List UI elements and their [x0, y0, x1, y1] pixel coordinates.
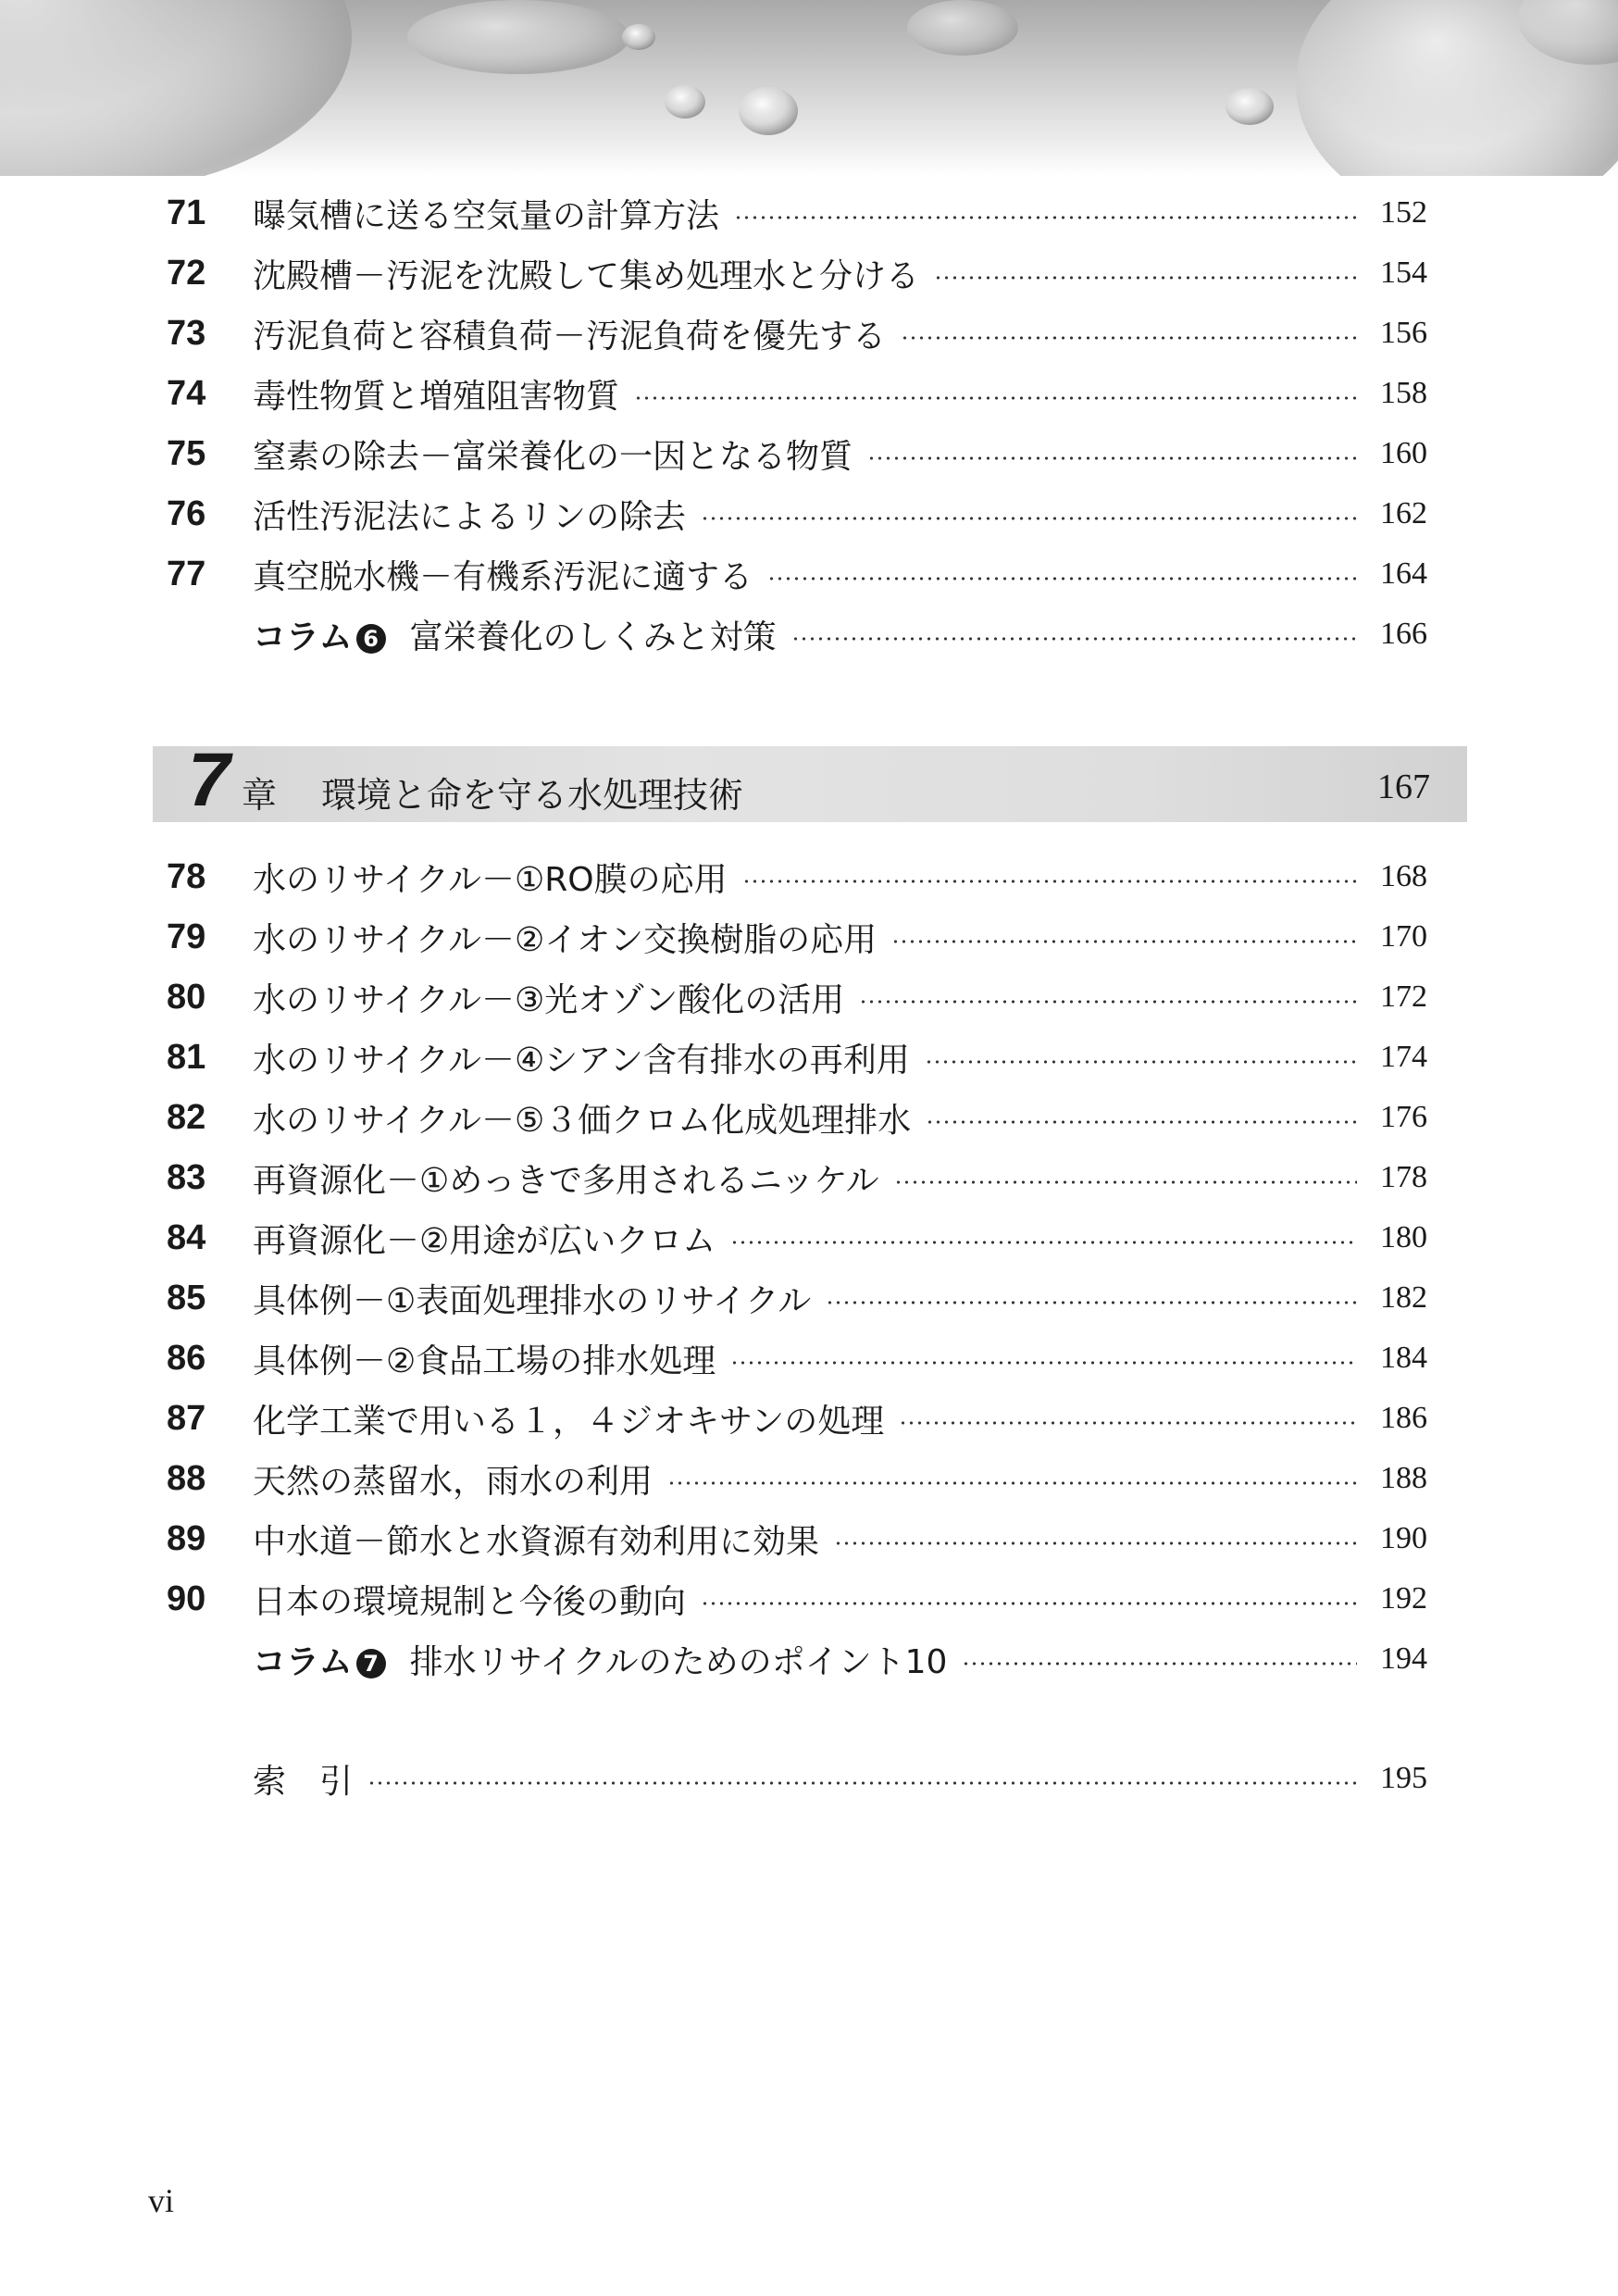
entry-title: 真空脱水機－有機系汚泥に適する — [253, 557, 753, 596]
toc-entry[interactable] — [167, 969, 1427, 1025]
entry-title: 汚泥負荷と容積負荷－汚泥負荷を優先する — [253, 317, 887, 356]
dot-leader — [701, 516, 1357, 521]
entry-title: 窒素の除去－富栄養化の一因となる物質 — [253, 437, 853, 476]
entry-title: 曝気槽に送る空気量の計算方法 — [253, 196, 720, 235]
page-folio: vi — [148, 2182, 175, 2219]
entry-page: 162 — [1380, 496, 1427, 530]
entry-title: 具体例－②食品工場の排水処理 — [253, 1341, 716, 1380]
entry-title: 沈殿槽－汚泥を沈殿して集め処理水と分ける — [253, 256, 920, 295]
toc-entry[interactable] — [167, 1270, 1427, 1326]
entry-page: 192 — [1380, 1581, 1427, 1616]
dot-leader — [899, 1420, 1357, 1426]
entry-title: 活性汚泥法によるリンの除去 — [253, 497, 687, 536]
entry-title: 中水道－節水と水資源有効利用に効果 — [253, 1522, 820, 1561]
dot-leader — [730, 1360, 1357, 1366]
entry-page: 190 — [1380, 1521, 1427, 1555]
entry-page: 184 — [1380, 1341, 1427, 1375]
toc-entry[interactable] — [167, 1029, 1427, 1085]
entry-page: 188 — [1380, 1461, 1427, 1495]
toc-entry[interactable] — [167, 185, 1427, 241]
entry-number: 86 — [167, 1338, 206, 1378]
entry-page: 156 — [1380, 316, 1427, 350]
dot-leader — [867, 455, 1357, 461]
toc-entry[interactable] — [167, 546, 1427, 602]
index-title: 索 引 — [253, 1762, 354, 1801]
dot-leader — [894, 1179, 1357, 1185]
entry-page: 160 — [1380, 436, 1427, 470]
entry-number: 75 — [167, 433, 206, 473]
column-number-badge: 6 — [356, 624, 386, 654]
dot-leader — [734, 215, 1357, 220]
toc-entry[interactable] — [167, 486, 1427, 542]
entry-page: 186 — [1380, 1401, 1427, 1435]
entry-page: 152 — [1380, 195, 1427, 230]
dot-leader — [826, 1300, 1357, 1305]
toc-entry[interactable] — [167, 306, 1427, 361]
entry-number: 84 — [167, 1217, 206, 1257]
column-label-text: コラム — [253, 618, 353, 656]
chapter-number: 7 — [188, 738, 230, 822]
column-label — [253, 1636, 386, 1683]
water-drops-decoration — [0, 0, 1618, 176]
entry-title: 水のリサイクル－⑤３価クロム化成処理排水 — [253, 1101, 912, 1140]
entry-number: 78 — [167, 856, 206, 896]
chapter-heading — [153, 738, 1467, 822]
column-label-text: コラム — [253, 1642, 353, 1681]
dot-leader — [891, 939, 1357, 944]
column-page: 194 — [1380, 1641, 1427, 1676]
dot-leader — [634, 395, 1357, 401]
dot-leader — [742, 879, 1357, 884]
entry-title: 再資源化－②用途が広いクロム — [253, 1221, 716, 1260]
dot-leader — [859, 999, 1357, 1004]
dot-leader — [667, 1480, 1357, 1486]
toc-entry[interactable] — [167, 1210, 1427, 1266]
entry-number: 79 — [167, 917, 206, 956]
toc-entry[interactable] — [167, 1090, 1427, 1145]
entry-number: 88 — [167, 1458, 206, 1498]
entry-title: 日本の環境規制と今後の動向 — [253, 1582, 687, 1621]
entry-number: 77 — [167, 554, 206, 593]
entry-number: 71 — [167, 193, 206, 232]
toc-entry[interactable] — [167, 1150, 1427, 1205]
entry-number: 82 — [167, 1097, 206, 1137]
entry-title: 水のリサイクル－④シアン含有排水の再利用 — [253, 1041, 910, 1079]
entry-page: 176 — [1380, 1100, 1427, 1134]
entry-page: 158 — [1380, 376, 1427, 410]
toc-entry[interactable] — [167, 1571, 1427, 1627]
dot-leader — [701, 1601, 1357, 1606]
entry-page: 172 — [1380, 980, 1427, 1014]
entry-number: 72 — [167, 253, 206, 293]
toc-entry[interactable] — [167, 426, 1427, 481]
entry-page: 174 — [1380, 1040, 1427, 1074]
entry-page: 168 — [1380, 859, 1427, 893]
dot-leader — [367, 1780, 1357, 1786]
entry-page: 180 — [1380, 1220, 1427, 1254]
toc-entry[interactable] — [167, 909, 1427, 965]
toc-entry[interactable] — [167, 1330, 1427, 1386]
toc-entry[interactable] — [167, 1451, 1427, 1506]
dot-leader — [926, 1119, 1357, 1125]
dot-leader — [934, 275, 1357, 281]
entry-title: 天然の蒸留水，雨水の利用 — [253, 1462, 653, 1501]
entry-number: 76 — [167, 493, 206, 533]
entry-page: 164 — [1380, 556, 1427, 591]
entry-number: 85 — [167, 1278, 206, 1317]
entry-title: 水のリサイクル－①RO膜の応用 — [253, 860, 728, 899]
entry-number: 90 — [167, 1578, 206, 1618]
dot-leader — [791, 636, 1357, 642]
column-title: 富栄養化のしくみと対策 — [409, 618, 777, 656]
toc-entry[interactable] — [167, 1391, 1427, 1446]
chapter-page: 167 — [1377, 767, 1430, 806]
chapter-word: 章 — [242, 775, 278, 816]
entry-number: 74 — [167, 373, 206, 413]
entry-title: 毒性物質と増殖阻害物質 — [253, 377, 620, 416]
column-number-badge: 7 — [356, 1649, 386, 1678]
entry-title: 化学工業で用いる１，４ジオキサンの処理 — [253, 1402, 885, 1441]
toc-column-entry[interactable] — [167, 606, 1427, 662]
toc-entry[interactable] — [167, 849, 1427, 905]
entry-number: 89 — [167, 1518, 206, 1558]
toc-entry[interactable] — [167, 1511, 1427, 1566]
entry-page: 178 — [1380, 1160, 1427, 1194]
chapter-title: 環境と命を守る水処理技術 — [321, 775, 744, 816]
entry-title: 具体例－①表面処理排水のリサイクル — [253, 1281, 812, 1320]
entry-page: 170 — [1380, 919, 1427, 954]
entry-title: 水のリサイクル－②イオン交換樹脂の応用 — [253, 920, 877, 959]
entry-number: 87 — [167, 1398, 206, 1438]
header-water-drop-illustration — [0, 0, 1618, 176]
dot-leader — [834, 1541, 1357, 1546]
toc-entry[interactable] — [167, 245, 1427, 301]
toc-index-entry[interactable] — [167, 1751, 1427, 1806]
entry-title: 水のリサイクル－③光オゾン酸化の活用 — [253, 980, 845, 1019]
entry-page: 154 — [1380, 256, 1427, 290]
entry-number: 80 — [167, 977, 206, 1017]
dot-leader — [962, 1661, 1357, 1666]
dot-leader — [767, 576, 1357, 581]
column-label — [253, 611, 386, 658]
entry-page: 182 — [1380, 1280, 1427, 1315]
dot-leader — [901, 335, 1357, 341]
dot-leader — [730, 1240, 1357, 1245]
dot-leader — [925, 1059, 1357, 1065]
entry-title: 再資源化－①めっきで多用されるニッケル — [253, 1161, 879, 1200]
toc-entry[interactable] — [167, 366, 1427, 421]
column-page: 166 — [1380, 617, 1427, 651]
entry-number: 73 — [167, 313, 206, 353]
column-title: 排水リサイクルのためのポイント10 — [409, 1642, 948, 1681]
index-page: 195 — [1380, 1761, 1427, 1795]
entry-number: 83 — [167, 1157, 206, 1197]
toc-column-entry[interactable] — [167, 1631, 1427, 1687]
entry-number: 81 — [167, 1037, 206, 1077]
